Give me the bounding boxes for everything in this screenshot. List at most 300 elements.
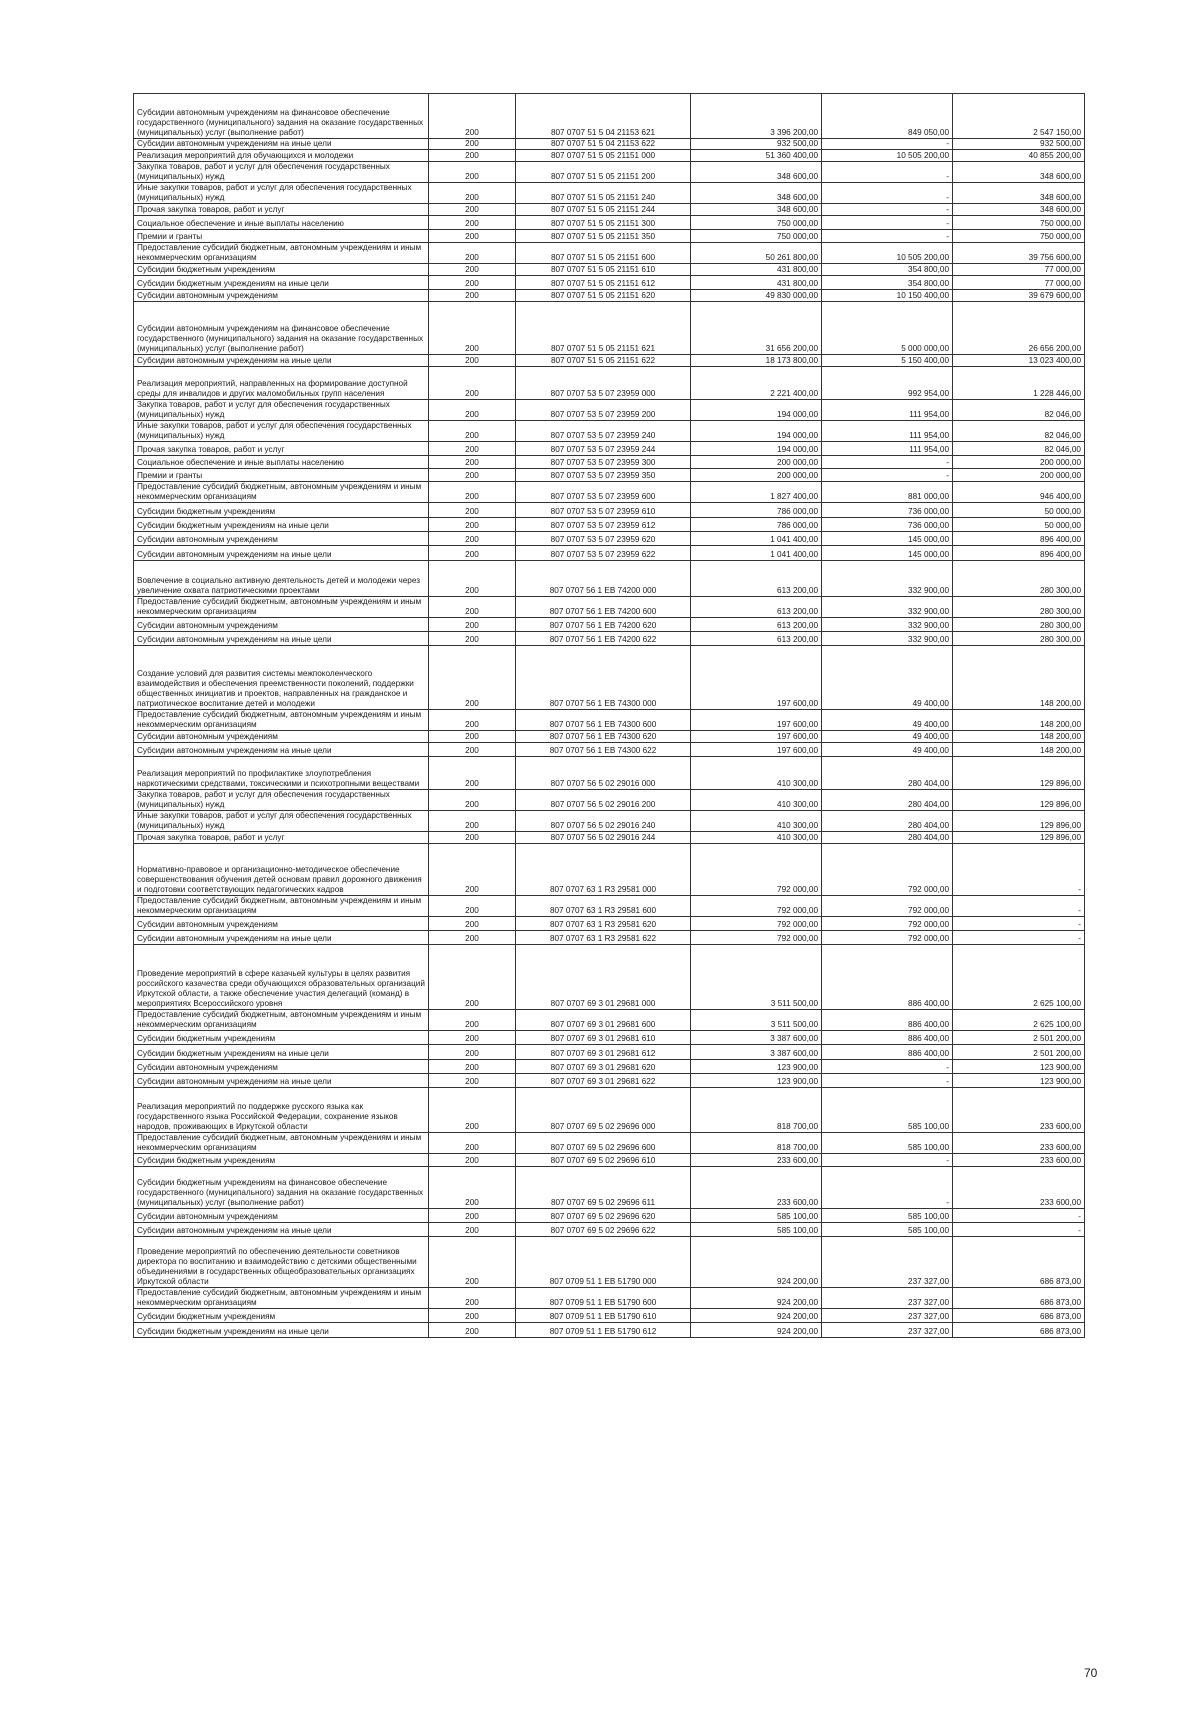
row-kbk-code: 807 0709 51 1 EB 51790 610	[516, 1309, 691, 1323]
row-code: 200	[429, 844, 516, 896]
row-name: Предоставление субсидий бюджетным, автономным учреждениям и иным некоммерческим организациям	[134, 710, 429, 731]
row-value-3: 82 046,00	[953, 400, 1085, 421]
row-value-2: 280 404,00	[822, 757, 953, 790]
row-code: 200	[429, 1031, 516, 1045]
row-value-2: 237 327,00	[822, 1323, 953, 1338]
row-value-2: 332 900,00	[822, 632, 953, 646]
row-kbk-code: 807 0707 51 5 05 21151 240	[516, 183, 691, 204]
table-row	[134, 731, 1085, 743]
row-value-1: 585 100,00	[691, 1209, 822, 1223]
row-value-2: 881 000,00	[822, 482, 953, 503]
row-name: Прочая закупка товаров, работ и услуг	[134, 204, 429, 216]
row-value-1: 348 600,00	[691, 204, 822, 216]
row-value-2: 49 400,00	[822, 710, 953, 731]
row-kbk-code: 807 0707 69 5 02 29696 622	[516, 1223, 691, 1237]
row-value-3: 148 200,00	[953, 731, 1085, 743]
row-code: 200	[429, 618, 516, 632]
row-value-2: 585 100,00	[822, 1088, 953, 1133]
row-value-1: 750 000,00	[691, 216, 822, 230]
row-code: 200	[429, 743, 516, 757]
row-name: Субсидии автономным учреждениям на иные цели	[134, 355, 429, 367]
row-kbk-code: 807 0707 56 5 02 29016 244	[516, 832, 691, 844]
row-kbk-code: 807 0707 56 5 02 29016 200	[516, 790, 691, 811]
row-value-1: 49 830 000,00	[691, 290, 822, 302]
row-name: Вовлечение в социально активную деятельность детей и молодежи через увеличение охвата патриотическими проектами	[134, 561, 429, 597]
row-value-2: 10 505 200,00	[822, 150, 953, 162]
row-value-3: 40 855 200,00	[953, 150, 1085, 162]
row-value-1: 585 100,00	[691, 1223, 822, 1237]
row-code: 200	[429, 546, 516, 561]
row-name: Субсидии автономным учреждениям на иные цели	[134, 546, 429, 561]
row-kbk-code: 807 0707 51 5 05 21151 350	[516, 230, 691, 243]
table-row	[134, 1237, 1085, 1288]
row-code: 200	[429, 790, 516, 811]
row-code: 200	[429, 290, 516, 302]
row-kbk-code: 807 0709 51 1 EB 51790 612	[516, 1323, 691, 1338]
row-kbk-code: 807 0707 51 5 05 21151 612	[516, 276, 691, 290]
row-value-3: 26 656 200,00	[953, 302, 1085, 355]
row-value-3: 280 300,00	[953, 597, 1085, 618]
row-value-2: -	[822, 204, 953, 216]
row-value-1: 613 200,00	[691, 597, 822, 618]
row-code: 200	[429, 561, 516, 597]
row-value-1: 613 200,00	[691, 561, 822, 597]
row-value-1: 348 600,00	[691, 183, 822, 204]
row-value-3: 932 500,00	[953, 139, 1085, 150]
row-name: Субсидии автономным учреждениям	[134, 532, 429, 546]
row-value-1: 200 000,00	[691, 469, 822, 482]
row-code: 200	[429, 1209, 516, 1223]
row-value-1: 123 900,00	[691, 1060, 822, 1074]
row-name: Проведение мероприятий по обеспечению деятельности советников директора по воспитанию и взаимодействию с детскими общественными объединениями в государственных общеобразовательных организациях Иркутской области	[134, 1237, 429, 1288]
row-value-1: 18 173 800,00	[691, 355, 822, 367]
row-kbk-code: 807 0707 69 3 01 29681 600	[516, 1010, 691, 1031]
row-value-2: 332 900,00	[822, 597, 953, 618]
row-code: 200	[429, 1045, 516, 1060]
row-kbk-code: 807 0707 63 1 R3 29581 620	[516, 917, 691, 931]
table-row	[134, 1060, 1085, 1074]
row-value-1: 924 200,00	[691, 1309, 822, 1323]
row-value-1: 786 000,00	[691, 518, 822, 532]
row-value-2: 886 400,00	[822, 945, 953, 1010]
row-value-2: -	[822, 162, 953, 183]
table-row	[134, 139, 1085, 150]
table-row	[134, 1209, 1085, 1223]
row-value-3: 2 625 100,00	[953, 1010, 1085, 1031]
row-kbk-code: 807 0707 56 1 EB 74300 600	[516, 710, 691, 731]
table-row	[134, 1045, 1085, 1060]
row-value-2: 792 000,00	[822, 931, 953, 945]
row-name: Иные закупки товаров, работ и услуг для обеспечения государственных (муниципальных) нужд	[134, 183, 429, 204]
row-value-2: 145 000,00	[822, 546, 953, 561]
table-row	[134, 518, 1085, 532]
row-value-1: 233 600,00	[691, 1167, 822, 1209]
row-name: Субсидии автономным учреждениям на иные цели	[134, 743, 429, 757]
row-name: Субсидии автономным учреждениям	[134, 917, 429, 931]
table-row	[134, 757, 1085, 790]
table-row	[134, 646, 1085, 710]
table-row	[134, 150, 1085, 162]
row-value-2: 237 327,00	[822, 1288, 953, 1309]
table-row	[134, 1074, 1085, 1088]
row-code: 200	[429, 442, 516, 456]
table-row	[134, 421, 1085, 442]
row-value-3: 123 900,00	[953, 1060, 1085, 1074]
table-row	[134, 896, 1085, 917]
page-number: 70	[1084, 1666, 1098, 1680]
row-value-2: 49 400,00	[822, 646, 953, 710]
row-name: Закупка товаров, работ и услуг для обеспечения государственных (муниципальных) нужд	[134, 162, 429, 183]
row-value-1: 3 387 600,00	[691, 1031, 822, 1045]
row-value-3: 82 046,00	[953, 442, 1085, 456]
row-kbk-code: 807 0707 53 5 07 23959 300	[516, 456, 691, 469]
row-kbk-code: 807 0707 53 5 07 23959 244	[516, 442, 691, 456]
table-row	[134, 400, 1085, 421]
row-code: 200	[429, 518, 516, 532]
row-kbk-code: 807 0707 56 1 EB 74300 620	[516, 731, 691, 743]
table-row	[134, 1309, 1085, 1323]
table-row	[134, 216, 1085, 230]
row-value-2: 145 000,00	[822, 532, 953, 546]
row-kbk-code: 807 0707 69 3 01 29681 612	[516, 1045, 691, 1060]
table-row	[134, 844, 1085, 896]
row-kbk-code: 807 0707 51 5 05 21151 300	[516, 216, 691, 230]
row-value-1: 410 300,00	[691, 811, 822, 832]
row-value-2: 849 050,00	[822, 94, 953, 139]
row-value-3: 200 000,00	[953, 469, 1085, 482]
row-code: 200	[429, 302, 516, 355]
row-value-1: 3 511 500,00	[691, 1010, 822, 1031]
row-name: Социальное обеспечение и иные выплаты населению	[134, 456, 429, 469]
row-code: 200	[429, 183, 516, 204]
row-value-1: 431 800,00	[691, 276, 822, 290]
row-kbk-code: 807 0707 69 3 01 29681 622	[516, 1074, 691, 1088]
table-row	[134, 1323, 1085, 1338]
table-row	[134, 94, 1085, 139]
row-code: 200	[429, 1154, 516, 1167]
row-value-2: 354 800,00	[822, 276, 953, 290]
row-value-3: 129 896,00	[953, 832, 1085, 844]
row-value-2: 792 000,00	[822, 896, 953, 917]
table-row	[134, 1088, 1085, 1133]
row-name: Субсидии бюджетным учреждениям на иные цели	[134, 276, 429, 290]
row-value-2: -	[822, 469, 953, 482]
row-kbk-code: 807 0707 53 5 07 23959 612	[516, 518, 691, 532]
row-value-1: 50 261 800,00	[691, 243, 822, 264]
row-value-1: 924 200,00	[691, 1288, 822, 1309]
row-value-3: 2 501 200,00	[953, 1031, 1085, 1045]
row-code: 200	[429, 276, 516, 290]
row-value-2: 5 000 000,00	[822, 302, 953, 355]
row-code: 200	[429, 367, 516, 400]
row-value-1: 932 500,00	[691, 139, 822, 150]
row-value-3: 280 300,00	[953, 561, 1085, 597]
row-value-3: 77 000,00	[953, 276, 1085, 290]
table-row	[134, 503, 1085, 518]
table-row	[134, 532, 1085, 546]
row-value-3: 148 200,00	[953, 646, 1085, 710]
row-value-3: 280 300,00	[953, 618, 1085, 632]
row-value-1: 197 600,00	[691, 743, 822, 757]
row-kbk-code: 807 0707 56 5 02 29016 000	[516, 757, 691, 790]
row-code: 200	[429, 1309, 516, 1323]
row-name: Субсидии автономным учреждениям на финансовое обеспечение государственного (муниципального) задания на оказание государственных (муниципальных) услуг (выполнение работ)	[134, 94, 429, 139]
row-value-3: 148 200,00	[953, 743, 1085, 757]
row-value-2: 280 404,00	[822, 832, 953, 844]
row-name: Предоставление субсидий бюджетным, автономным учреждениям и иным некоммерческим организациям	[134, 1288, 429, 1309]
row-name: Предоставление субсидий бюджетным, автономным учреждениям и иным некоммерческим организациям	[134, 896, 429, 917]
row-kbk-code: 807 0707 51 5 05 21151 610	[516, 264, 691, 276]
row-value-2: 10 150 400,00	[822, 290, 953, 302]
table-row	[134, 1010, 1085, 1031]
row-kbk-code: 807 0707 51 5 05 21151 620	[516, 290, 691, 302]
row-kbk-code: 807 0707 56 1 EB 74200 622	[516, 632, 691, 646]
row-code: 200	[429, 150, 516, 162]
row-code: 200	[429, 832, 516, 844]
row-value-3: 233 600,00	[953, 1167, 1085, 1209]
row-value-3: 280 300,00	[953, 632, 1085, 646]
row-code: 200	[429, 204, 516, 216]
row-name: Прочая закупка товаров, работ и услуг	[134, 832, 429, 844]
row-name: Премии и гранты	[134, 230, 429, 243]
row-value-3: -	[953, 1209, 1085, 1223]
table-row	[134, 230, 1085, 243]
row-code: 200	[429, 917, 516, 931]
row-kbk-code: 807 0707 51 5 05 21151 622	[516, 355, 691, 367]
row-name: Субсидии автономным учреждениям	[134, 731, 429, 743]
table-row	[134, 1167, 1085, 1209]
row-value-3: -	[953, 844, 1085, 896]
row-value-3: 686 873,00	[953, 1288, 1085, 1309]
row-value-1: 613 200,00	[691, 632, 822, 646]
row-value-3: -	[953, 1223, 1085, 1237]
row-kbk-code: 807 0707 53 5 07 23959 622	[516, 546, 691, 561]
row-value-2: -	[822, 1060, 953, 1074]
table-row	[134, 743, 1085, 757]
row-name: Создание условий для развития системы межпоколенческого взаимодействия и обеспечения преемственности поколений, поддержки общественных инициатив и проектов, направленных на гражданское и патриотическое воспитание детей и молодежи	[134, 646, 429, 710]
row-value-2: 332 900,00	[822, 561, 953, 597]
row-value-2: 237 327,00	[822, 1237, 953, 1288]
table-row	[134, 1133, 1085, 1154]
row-value-2: 280 404,00	[822, 811, 953, 832]
row-value-2: -	[822, 1154, 953, 1167]
row-kbk-code: 807 0707 53 5 07 23959 610	[516, 503, 691, 518]
row-code: 200	[429, 710, 516, 731]
row-kbk-code: 807 0707 53 5 07 23959 000	[516, 367, 691, 400]
row-name: Субсидии автономным учреждениям	[134, 618, 429, 632]
row-name: Закупка товаров, работ и услуг для обеспечения государственных (муниципальных) нужд	[134, 790, 429, 811]
row-value-2: 736 000,00	[822, 503, 953, 518]
row-name: Проведение мероприятий в сфере казачьей культуры в целях развития российского казачества среди обучающихся образовательных организаций Иркутской области, а также обеспечение участия делегаций (команд) в мероприятиях Всероссийского уровня	[134, 945, 429, 1010]
row-name: Предоставление субсидий бюджетным, автономным учреждениям и иным некоммерческим организациям	[134, 597, 429, 618]
row-value-3: 50 000,00	[953, 518, 1085, 532]
row-value-3: 233 600,00	[953, 1154, 1085, 1167]
row-value-1: 194 000,00	[691, 421, 822, 442]
row-kbk-code: 807 0707 51 5 05 21151 600	[516, 243, 691, 264]
row-value-1: 123 900,00	[691, 1074, 822, 1088]
row-code: 200	[429, 931, 516, 945]
row-name: Предоставление субсидий бюджетным, автономным учреждениям и иным некоммерческим организациям	[134, 1010, 429, 1031]
row-value-1: 348 600,00	[691, 162, 822, 183]
row-code: 200	[429, 945, 516, 1010]
table-row	[134, 790, 1085, 811]
row-value-3: 123 900,00	[953, 1074, 1085, 1088]
row-name: Субсидии бюджетным учреждениям	[134, 1031, 429, 1045]
row-value-1: 410 300,00	[691, 790, 822, 811]
row-value-3: 77 000,00	[953, 264, 1085, 276]
table-row	[134, 1031, 1085, 1045]
row-kbk-code: 807 0707 53 5 07 23959 620	[516, 532, 691, 546]
table-row	[134, 832, 1085, 844]
budget-table	[133, 93, 1085, 1338]
table-row	[134, 302, 1085, 355]
row-value-2: -	[822, 456, 953, 469]
row-value-1: 786 000,00	[691, 503, 822, 518]
row-value-2: 280 404,00	[822, 790, 953, 811]
row-value-3: 348 600,00	[953, 162, 1085, 183]
row-value-3: 1 228 446,00	[953, 367, 1085, 400]
row-value-3: 129 896,00	[953, 811, 1085, 832]
row-name: Субсидии автономным учреждениям на иные цели	[134, 139, 429, 150]
row-value-1: 31 656 200,00	[691, 302, 822, 355]
row-value-3: 50 000,00	[953, 503, 1085, 518]
row-value-1: 818 700,00	[691, 1088, 822, 1133]
row-value-1: 3 387 600,00	[691, 1045, 822, 1060]
row-value-3: 686 873,00	[953, 1237, 1085, 1288]
row-kbk-code: 807 0707 56 1 EB 74300 000	[516, 646, 691, 710]
row-name: Премии и гранты	[134, 469, 429, 482]
row-value-2: 332 900,00	[822, 618, 953, 632]
row-value-2: -	[822, 183, 953, 204]
table-row	[134, 1223, 1085, 1237]
table-row	[134, 561, 1085, 597]
table-row	[134, 945, 1085, 1010]
row-value-1: 3 511 500,00	[691, 945, 822, 1010]
row-value-2: 49 400,00	[822, 743, 953, 757]
row-code: 200	[429, 597, 516, 618]
row-name: Предоставление субсидий бюджетным, автономным учреждениям и иным некоммерческим организациям	[134, 482, 429, 503]
row-value-1: 1 827 400,00	[691, 482, 822, 503]
row-code: 200	[429, 1133, 516, 1154]
row-kbk-code: 807 0707 56 1 EB 74200 000	[516, 561, 691, 597]
row-value-2: 354 800,00	[822, 264, 953, 276]
row-value-1: 194 000,00	[691, 400, 822, 421]
row-kbk-code: 807 0707 63 1 R3 29581 600	[516, 896, 691, 917]
table-row	[134, 204, 1085, 216]
row-kbk-code: 807 0707 51 5 04 21153 622	[516, 139, 691, 150]
row-kbk-code: 807 0707 63 1 R3 29581 000	[516, 844, 691, 896]
row-code: 200	[429, 230, 516, 243]
row-value-3: 200 000,00	[953, 456, 1085, 469]
row-value-2: 585 100,00	[822, 1209, 953, 1223]
row-value-1: 792 000,00	[691, 896, 822, 917]
table-row	[134, 264, 1085, 276]
row-value-3: -	[953, 896, 1085, 917]
row-value-3: 233 600,00	[953, 1088, 1085, 1133]
row-value-3: -	[953, 931, 1085, 945]
row-value-1: 792 000,00	[691, 931, 822, 945]
row-code: 200	[429, 400, 516, 421]
row-value-2: -	[822, 216, 953, 230]
table-row	[134, 710, 1085, 731]
row-value-3: 2 501 200,00	[953, 1045, 1085, 1060]
row-code: 200	[429, 757, 516, 790]
row-code: 200	[429, 456, 516, 469]
row-code: 200	[429, 896, 516, 917]
row-value-1: 750 000,00	[691, 230, 822, 243]
row-value-1: 792 000,00	[691, 844, 822, 896]
row-value-2: 886 400,00	[822, 1010, 953, 1031]
row-value-3: 348 600,00	[953, 204, 1085, 216]
table-row	[134, 1288, 1085, 1309]
row-value-2: 111 954,00	[822, 400, 953, 421]
row-value-3: 82 046,00	[953, 421, 1085, 442]
row-name: Предоставление субсидий бюджетным, автономным учреждениям и иным некоммерческим организациям	[134, 1133, 429, 1154]
table-row	[134, 442, 1085, 456]
table-row	[134, 597, 1085, 618]
row-code: 200	[429, 264, 516, 276]
table-body	[134, 94, 1085, 1338]
row-code: 200	[429, 811, 516, 832]
row-value-1: 410 300,00	[691, 832, 822, 844]
row-value-3: 129 896,00	[953, 790, 1085, 811]
row-code: 200	[429, 731, 516, 743]
row-value-3: 348 600,00	[953, 183, 1085, 204]
row-name: Субсидии бюджетным учреждениям на иные цели	[134, 518, 429, 532]
row-kbk-code: 807 0709 51 1 EB 51790 000	[516, 1237, 691, 1288]
row-name: Социальное обеспечение и иные выплаты населению	[134, 216, 429, 230]
row-value-3: 13 023 400,00	[953, 355, 1085, 367]
row-code: 200	[429, 1074, 516, 1088]
row-code: 200	[429, 1010, 516, 1031]
row-kbk-code: 807 0707 69 5 02 29696 611	[516, 1167, 691, 1209]
row-name: Субсидии автономным учреждениям	[134, 290, 429, 302]
row-value-2: 886 400,00	[822, 1031, 953, 1045]
row-value-2: -	[822, 139, 953, 150]
row-name: Реализация мероприятий для обучающихся и молодежи	[134, 150, 429, 162]
row-kbk-code: 807 0707 69 3 01 29681 610	[516, 1031, 691, 1045]
row-name: Реализация мероприятий, направленных на формирование доступной среды для инвалидов и других маломобильных групп населения	[134, 367, 429, 400]
row-kbk-code: 807 0707 53 5 07 23959 200	[516, 400, 691, 421]
row-value-3: 2 625 100,00	[953, 945, 1085, 1010]
row-value-2: 10 505 200,00	[822, 243, 953, 264]
row-value-2: 992 954,00	[822, 367, 953, 400]
table-row	[134, 482, 1085, 503]
row-value-3: 896 400,00	[953, 532, 1085, 546]
row-name: Предоставление субсидий бюджетным, автономным учреждениям и иным некоммерческим организациям	[134, 243, 429, 264]
table-row	[134, 931, 1085, 945]
row-name: Субсидии автономным учреждениям на финансовое обеспечение государственного (муниципального) задания на оказание государственных (муниципальных) услуг (выполнение работ)	[134, 302, 429, 355]
row-value-1: 2 221 400,00	[691, 367, 822, 400]
row-name: Субсидии бюджетным учреждениям	[134, 503, 429, 518]
table-row	[134, 183, 1085, 204]
table-row	[134, 618, 1085, 632]
table-row	[134, 367, 1085, 400]
row-value-2: 736 000,00	[822, 518, 953, 532]
row-name: Субсидии автономным учреждениям на иные цели	[134, 931, 429, 945]
row-code: 200	[429, 1323, 516, 1338]
row-kbk-code: 807 0707 56 1 EB 74200 620	[516, 618, 691, 632]
row-name: Субсидии автономным учреждениям на иные цели	[134, 632, 429, 646]
row-value-2: 5 150 400,00	[822, 355, 953, 367]
row-name: Субсидии автономным учреждениям на иные цели	[134, 1074, 429, 1088]
row-value-1: 410 300,00	[691, 757, 822, 790]
row-value-3: -	[953, 917, 1085, 931]
table-row	[134, 469, 1085, 482]
row-kbk-code: 807 0707 56 1 EB 74300 622	[516, 743, 691, 757]
row-code: 200	[429, 355, 516, 367]
row-value-3: 750 000,00	[953, 216, 1085, 230]
